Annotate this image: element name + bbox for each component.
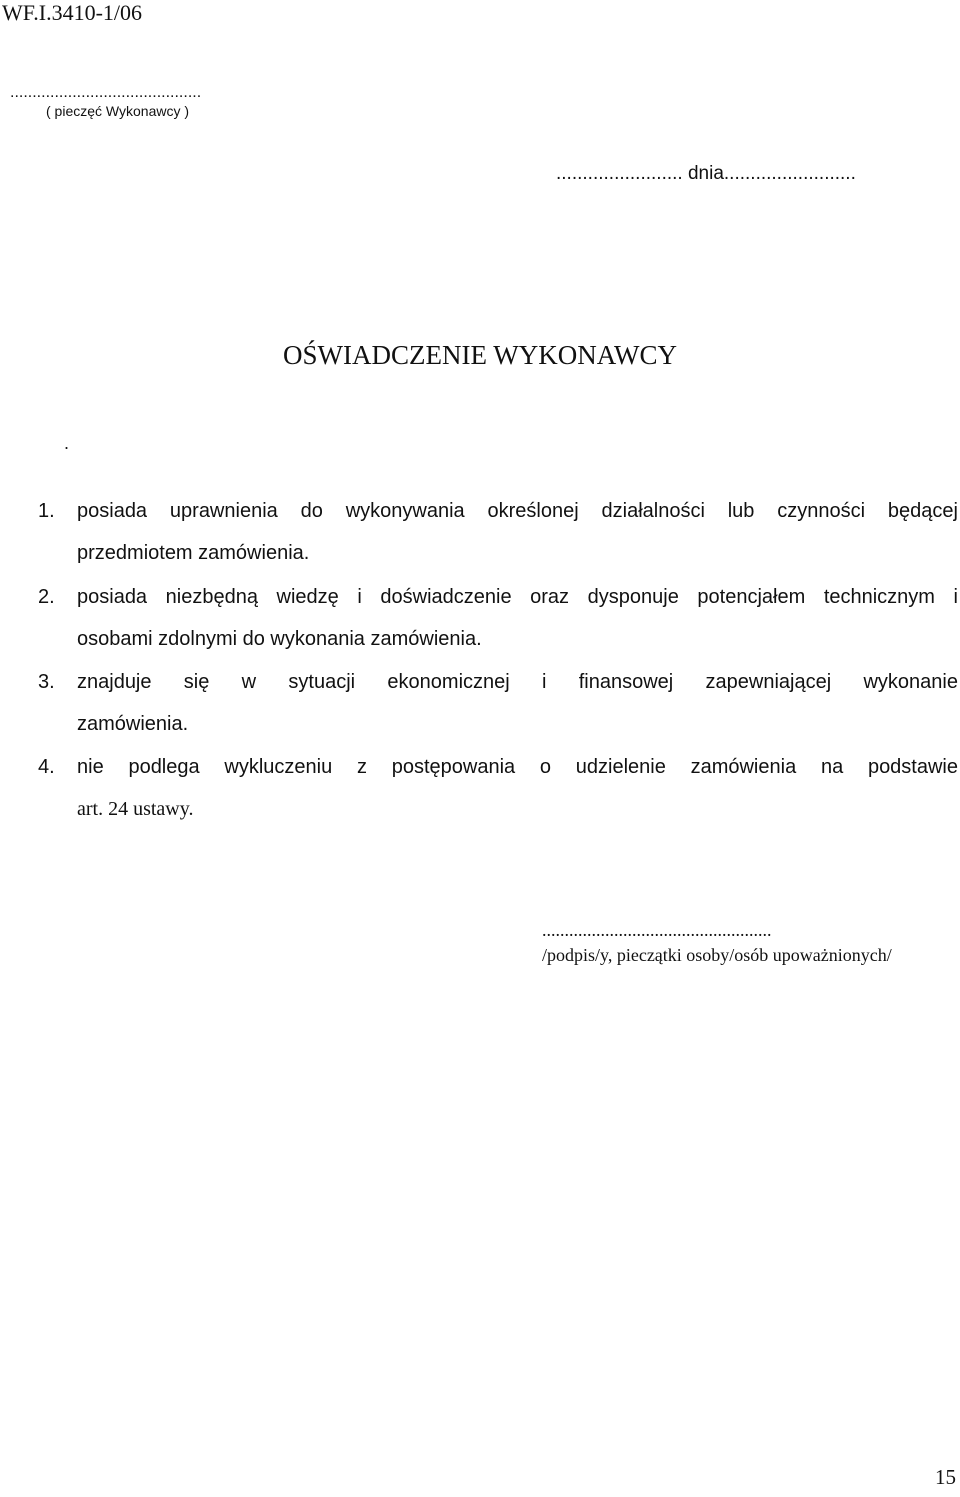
- page-title-text: OŚWIADCZENIE WYKONAWCY: [282, 340, 678, 370]
- list-item-line: posiada uprawnienia do wykonywania określonej działalności lub czynności będącej: [77, 500, 958, 522]
- date-line: ........................ dnia.........................: [556, 163, 856, 184]
- list-item-number: 3.: [38, 671, 55, 693]
- list-item-number: 2.: [38, 586, 55, 608]
- stamp-label: ( pieczęć Wykonawcy ): [46, 103, 190, 119]
- list-item-line: art. 24 ustawy.: [77, 798, 194, 820]
- list-item-number: 1.: [38, 500, 55, 522]
- document-reference: WF.I.3410-1/06: [2, 0, 143, 25]
- list-item-number: 4.: [38, 756, 55, 778]
- page-title: [0, 338, 960, 372]
- list-item-line: osobami zdolnymi do wykonania zamówienia.: [77, 628, 482, 650]
- list-item-line: nie podlega wykluczeniu z postępowania o udzielenie zamówienia na podstawie: [77, 756, 958, 778]
- list-item-line: posiada niezbędną wiedzę i doświadczenie oraz dysponuje potencjałem technicznym i: [77, 586, 958, 608]
- list-item-line: przedmiotem zamówienia.: [77, 542, 310, 564]
- page-number: 15: [935, 1465, 956, 1489]
- signature-label: /podpis/y, pieczątki osoby/osób upoważnionych/: [542, 945, 892, 965]
- stamp-placeholder-line: ...........................................: [10, 84, 202, 101]
- list-item-line: znajduje się w sytuacji ekonomicznej i finansowej zapewniającej wykonanie: [77, 671, 958, 693]
- signature-line: ...................................................: [542, 920, 772, 940]
- stray-dot: .: [64, 433, 70, 453]
- list-item-line: zamówienia.: [77, 713, 189, 735]
